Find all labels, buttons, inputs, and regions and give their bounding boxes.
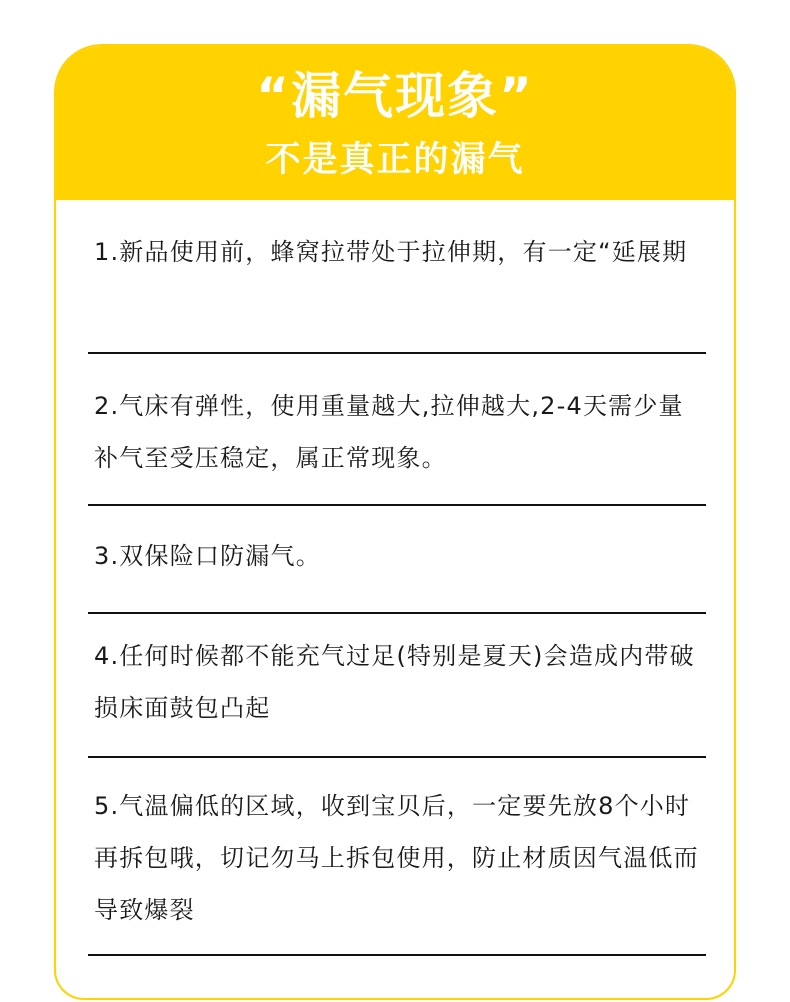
divider-5 xyxy=(88,954,706,956)
info-card xyxy=(54,44,736,1000)
divider-1 xyxy=(88,352,706,354)
divider-3 xyxy=(88,612,706,614)
list-item-4: 4.任何时候都不能充气过足(特别是夏天)会造成内带破损床面鼓包凸起 xyxy=(94,642,695,722)
card-subtitle: 不是真正的漏气 xyxy=(265,140,525,180)
divider-2 xyxy=(88,504,706,506)
divider-4 xyxy=(88,756,706,758)
list-item-3: 3.双保险口防漏气。 xyxy=(94,542,321,570)
list-item-5: 5.气温偏低的区域，收到宝贝后，一定要先放8个小时再拆包哦，切记勿马上拆包使用，防止材质因气温低而导致爆裂 xyxy=(94,792,699,924)
list-item-1: 1.新品使用前，蜂窝拉带处于拉伸期，有一定“延展期 xyxy=(94,238,688,266)
card-title: “漏气现象” xyxy=(256,67,534,125)
list-item-2: 2.气床有弹性，使用重量越大,拉伸越大,2-4天需少量补气至受压稳定，属正常现象。 xyxy=(94,392,684,472)
card-header xyxy=(56,46,734,200)
